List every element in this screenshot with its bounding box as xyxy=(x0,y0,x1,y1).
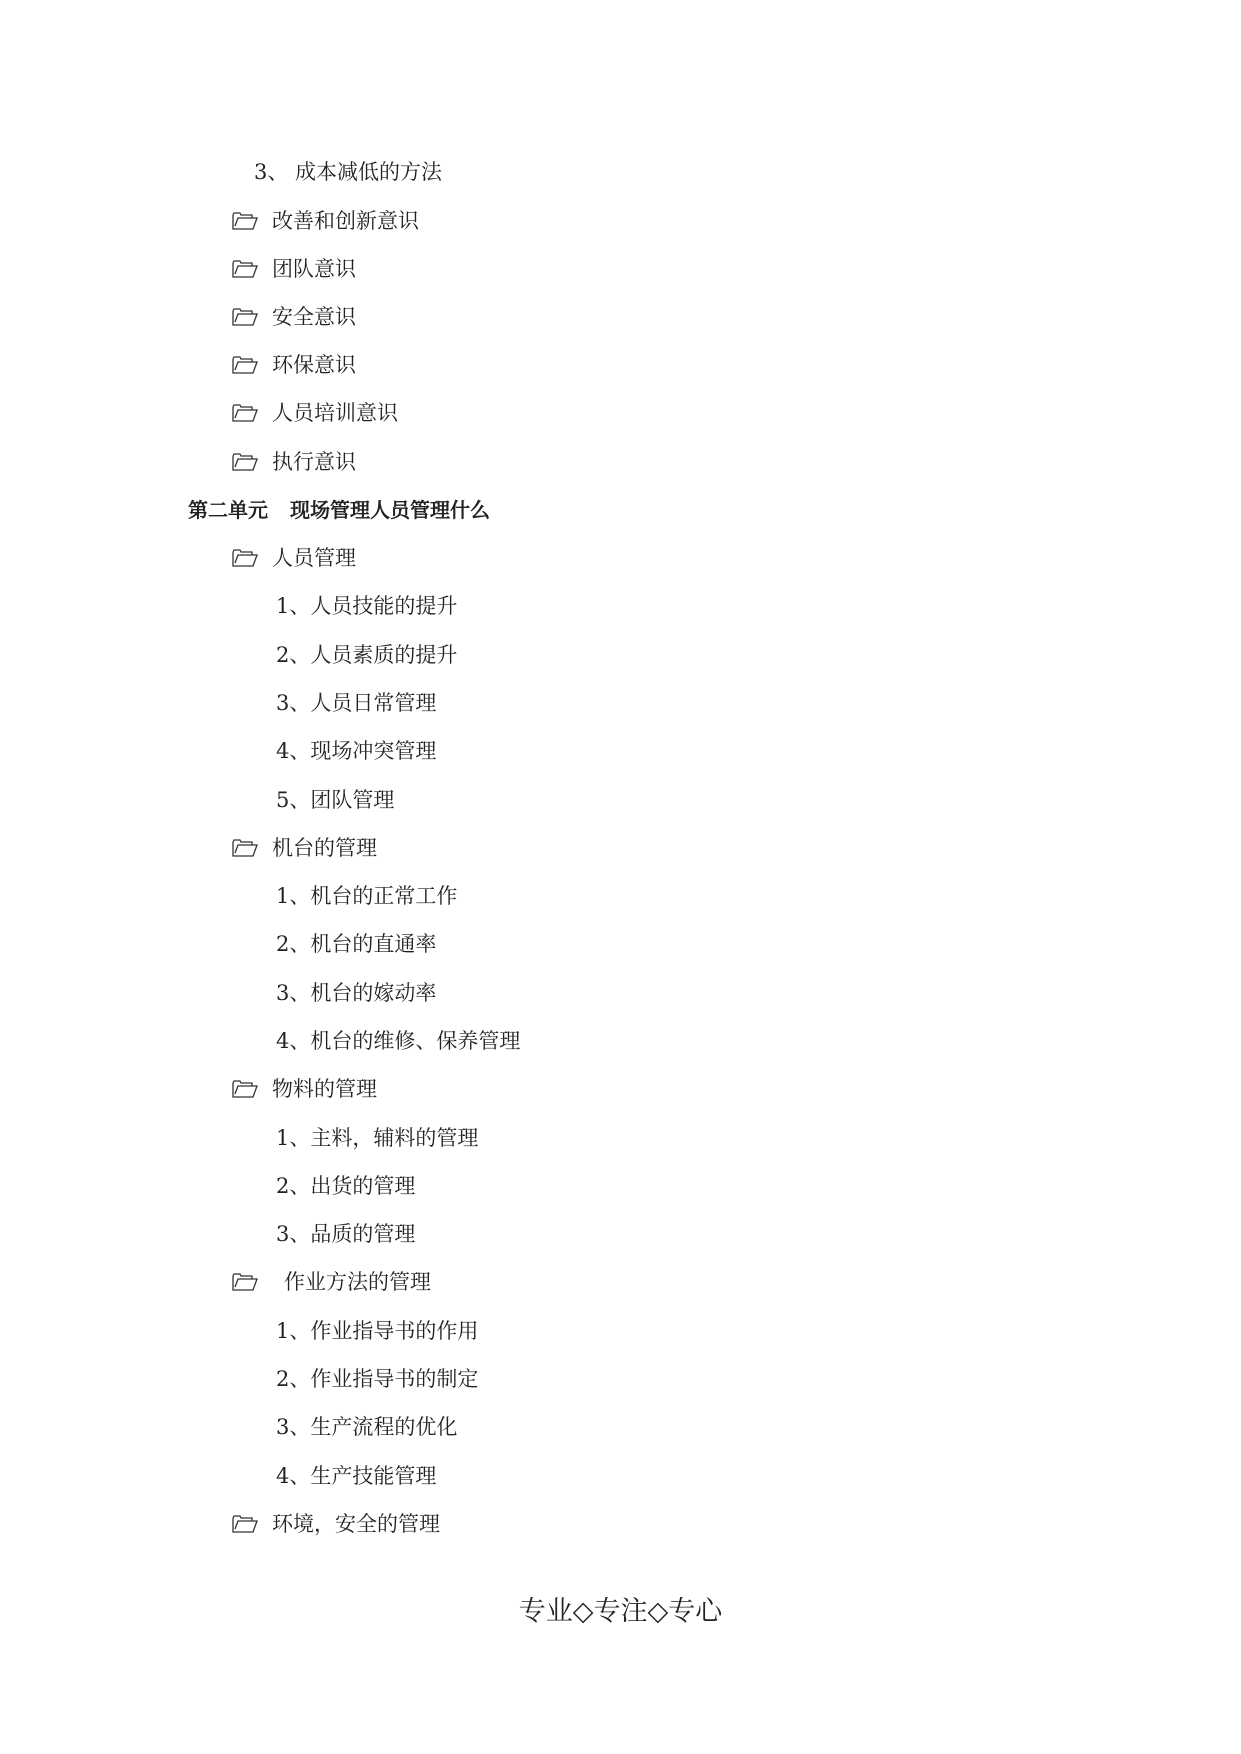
outline-item: 2、人员素质的提升 xyxy=(276,643,458,667)
outline-item-cost-reduction: 3、 成本减低的方法 xyxy=(254,160,443,184)
folder-open-icon xyxy=(232,1080,258,1098)
outline-item: 1、机台的正常工作 xyxy=(276,884,458,908)
outline-item: 1、人员技能的提升 xyxy=(276,594,458,618)
folder-open-icon xyxy=(232,453,258,471)
outline-section-personnel xyxy=(232,544,356,572)
section-label: 人员管理 xyxy=(272,546,356,570)
section-label: 改善和创新意识 xyxy=(272,209,419,233)
unit-title: 现场管理人员管理什么 xyxy=(290,498,490,522)
outline-section-team xyxy=(232,255,356,283)
unit-label: 第二单元 xyxy=(188,498,268,522)
folder-open-icon xyxy=(232,212,258,230)
outline-item: 4、现场冲突管理 xyxy=(276,739,437,763)
section-label: 安全意识 xyxy=(272,305,356,329)
section-label: 机台的管理 xyxy=(272,836,377,860)
outline-item: 1、作业指导书的作用 xyxy=(276,1319,479,1343)
outline-item: 2、出货的管理 xyxy=(276,1174,416,1198)
folder-open-icon xyxy=(232,260,258,278)
page-footer: 专业◇专注◇专心 xyxy=(518,1596,723,1627)
outline-item: 3、品质的管理 xyxy=(276,1222,416,1246)
folder-open-icon xyxy=(232,1273,258,1291)
outline-section-training xyxy=(232,399,398,427)
outline-item: 4、生产技能管理 xyxy=(276,1464,437,1488)
outline-item: 5、团队管理 xyxy=(276,788,395,812)
outline-section-environment-safety xyxy=(232,1510,440,1538)
outline-section-environment xyxy=(232,351,356,379)
outline-item: 3、生产流程的优化 xyxy=(276,1415,458,1439)
outline-item: 2、作业指导书的制定 xyxy=(276,1367,479,1391)
outline-section-safety xyxy=(232,303,356,331)
section-label: 环保意识 xyxy=(272,353,356,377)
outline-section-improvement xyxy=(232,207,419,235)
outline-item: 3、人员日常管理 xyxy=(276,691,437,715)
section-label: 物料的管理 xyxy=(272,1077,377,1101)
section-label: 人员培训意识 xyxy=(272,401,398,425)
outline-item: 3、机台的嫁动率 xyxy=(276,981,437,1005)
unit-heading xyxy=(188,496,490,524)
folder-open-icon xyxy=(232,308,258,326)
outline-section-machine xyxy=(232,834,377,862)
folder-open-icon xyxy=(232,839,258,857)
outline-section-material xyxy=(232,1075,377,1103)
folder-open-icon xyxy=(232,549,258,567)
outline-item: 4、机台的维修、保养管理 xyxy=(276,1029,521,1053)
outline-section-method xyxy=(232,1268,431,1296)
folder-open-icon xyxy=(232,1515,258,1533)
section-label: 环境，安全的管理 xyxy=(272,1512,440,1536)
folder-open-icon xyxy=(232,404,258,422)
section-label: 团队意识 xyxy=(272,257,356,281)
section-label: 作业方法的管理 xyxy=(284,1270,431,1294)
outline-item: 2、机台的直通率 xyxy=(276,932,437,956)
outline-section-execution xyxy=(232,448,356,476)
outline-item: 1、主料，辅料的管理 xyxy=(276,1126,479,1150)
folder-open-icon xyxy=(232,356,258,374)
section-label: 执行意识 xyxy=(272,450,356,474)
